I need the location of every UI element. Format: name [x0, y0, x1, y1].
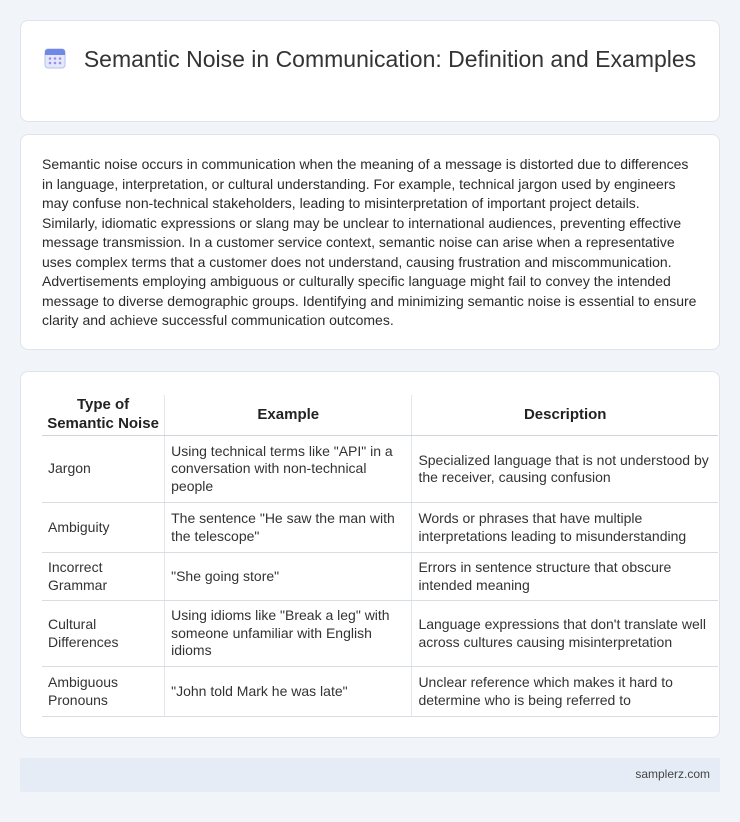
table-header-row	[42, 395, 718, 436]
table-row	[42, 601, 718, 667]
cell-description: Errors in sentence structure that obscure intended meaning	[412, 553, 718, 601]
table-row	[42, 503, 718, 553]
header-description: Description	[412, 395, 718, 436]
table-row	[42, 667, 718, 717]
cell-type: Ambiguity	[42, 503, 165, 553]
header-example: Example	[165, 395, 412, 436]
cell-example: "She going store"	[165, 553, 412, 601]
semantic-noise-table	[42, 395, 718, 717]
calendar-icon	[44, 47, 66, 69]
cell-example: The sentence "He saw the man with the telescope"	[165, 503, 412, 553]
cell-type: Jargon	[42, 436, 165, 503]
cell-type: Ambiguous Pronouns	[42, 667, 165, 717]
cell-description: Words or phrases that have multiple interpretations leading to misunderstanding	[412, 503, 718, 553]
cell-description: Specialized language that is not understood by the receiver, causing confusion	[412, 436, 718, 503]
header-type: Type of Semantic Noise	[42, 395, 165, 436]
intro-paragraph: Semantic noise occurs in communication when the meaning of a message is distorted due to differences in language, interpretation, or cultural understanding. For example, technical jargon used by engineers may confuse non-technical stakeholders, leading to misinterpretation of important project details. Similarly, idiomatic expressions or slang may be unclear to international audiences, preventing effective message transmission. In a customer service context, semantic noise can arise when a representative uses complex terms that a customer does not understand, causing frustration and miscommunication. Advertisements employing ambiguous or culturally specific language might fail to convey the intended message to diverse demographic groups. Identifying and minimizing semantic noise is essential to ensure clarity and achieve successful communication outcomes.	[42, 156, 697, 328]
cell-example: "John told Mark he was late"	[165, 667, 412, 717]
page-title	[21, 45, 719, 74]
cell-description: Unclear reference which makes it hard to determine who is being referred to	[412, 667, 718, 717]
page-title-text: Semantic Noise in Communication: Definition and Examples	[83, 46, 697, 72]
intro-card	[20, 134, 720, 350]
table-row	[42, 436, 718, 503]
table-row	[42, 553, 718, 601]
cell-type: Incorrect Grammar	[42, 553, 165, 601]
cell-example: Using technical terms like "API" in a conversation with non-technical people	[165, 436, 412, 503]
cell-description: Language expressions that don't translate well across cultures causing misinterpretation	[412, 601, 718, 667]
footer-site-link[interactable]: samplerz.com	[635, 767, 710, 781]
cell-example: Using idioms like "Break a leg" with someone unfamiliar with English idioms	[165, 601, 412, 667]
title-card	[20, 20, 720, 122]
table-card	[20, 371, 720, 738]
footer	[20, 758, 720, 792]
cell-type: Cultural Differences	[42, 601, 165, 667]
